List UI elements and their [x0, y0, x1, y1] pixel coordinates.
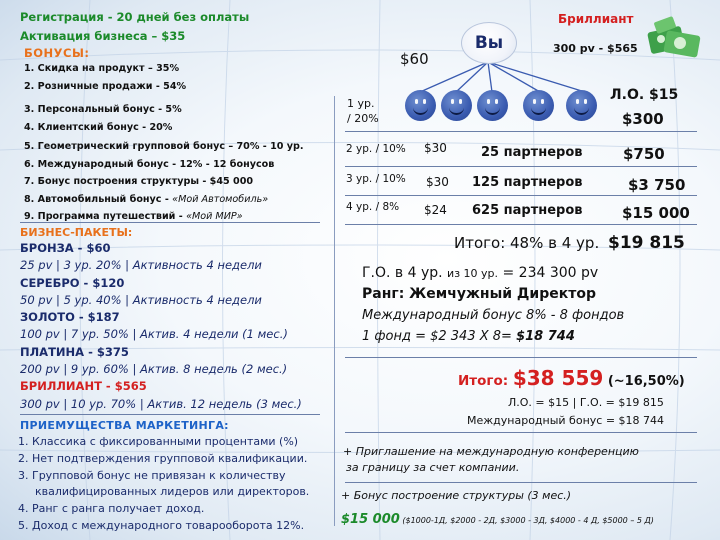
bonus-item: 2. Розничные продажи - 54%: [24, 80, 187, 92]
rank: Ранг: Жемчужный Директор: [362, 286, 596, 302]
divider: [345, 166, 697, 167]
advantage-item: 3. Групповой бонус не привязан к количеству: [18, 468, 286, 482]
total-intl: Международный бонус = $18 744: [467, 414, 665, 427]
total-line: Итого: $38 559 (~16,50%): [458, 366, 685, 390]
package-name-silver: СЕРЕБРО - $120: [20, 275, 125, 290]
row-level: 4 ур. / 8%: [346, 201, 400, 213]
bonus-item: 3. Персональный бонус - 5%: [24, 104, 182, 115]
structure-line: + Бонус построение структуры (3 мес.): [341, 489, 572, 502]
packages-list: [20, 240, 302, 413]
summary-text: Итого: 48% в 4 ур.: [454, 234, 600, 252]
package-details-silver: 50 pv | 5 ур. 40% | Активность 4 недели: [20, 292, 262, 307]
total-value: $38 559: [512, 366, 604, 390]
bonus-item: 5. Геометрический групповой бонус – 70% - 10 ур.: [24, 141, 304, 152]
advantages-list: [18, 434, 309, 535]
bonus-item: 1. Скидка на продукт – 35%: [24, 63, 180, 74]
total-breakdown: Л.О. = $15 | Г.О. = $19 815: [508, 396, 664, 409]
diamond-label: Бриллиант: [558, 12, 634, 26]
package-details-bronze: 25 pv | 3 ур. 20% | Активность 4 недели: [20, 258, 262, 273]
divider: [345, 357, 697, 358]
package-details-diamond: 300 pv | 10 ур. 70% | Актив. 12 недель (3 мес.): [20, 396, 302, 411]
tree-line: [488, 62, 540, 92]
level-1-total: $300: [622, 110, 664, 128]
row-total: $15 000: [622, 204, 690, 222]
divider: [345, 224, 697, 225]
advantage-item: 4. Ранг с ранга получает доход.: [18, 502, 205, 516]
row-partners: 125 партнеров: [472, 175, 583, 190]
tree-line: [420, 62, 488, 92]
divider: [345, 131, 697, 132]
bonus-item: 7. Бонус построения структуры - $45 000: [24, 176, 254, 187]
go-line: Г.О. в 4 ур. из 10 ур. = 234 300 pv: [362, 265, 599, 281]
intl-bonus: Международный бонус 8% - 8 фондов: [362, 308, 625, 323]
row-amount: $30: [426, 175, 449, 189]
column-divider: [334, 96, 335, 526]
divider: [345, 482, 697, 483]
partner-smiley-icon: [405, 90, 436, 121]
money-icon: [647, 15, 703, 59]
structure-value: $15 000: [341, 512, 400, 527]
diamond-pv: 300 pv - $565: [553, 42, 638, 55]
advantages-title: ПРИЕМУЩЕСТВА МАРКЕТИНГА:: [20, 419, 229, 432]
divider: [20, 414, 320, 415]
advantage-item: квалифицированных лидеров или директоров.: [35, 485, 310, 499]
partner-smiley-icon: [523, 90, 554, 121]
level-1-label: 1 ур.: [347, 97, 375, 110]
activation-line: Активация бизнеса – $35: [20, 29, 186, 43]
you-node: Вы: [461, 22, 517, 64]
structure-value-line: [341, 508, 654, 527]
row-total: $3 750: [628, 176, 686, 194]
package-name-platinum: ПЛАТИНА - $375: [20, 344, 129, 359]
bonuses-title: БОНУСЫ:: [24, 46, 90, 60]
invite-line: за границу за счет компании.: [346, 461, 520, 474]
package-name-bronze: БРОНЗА - $60: [20, 241, 111, 255]
lo-label: Л.О. $15: [610, 87, 679, 103]
tree-line: [456, 62, 488, 92]
row-amount: $30: [424, 141, 447, 155]
tree-line: [488, 62, 585, 92]
divider: [20, 222, 320, 223]
divider: [345, 432, 697, 433]
package-name-diamond: БРИЛЛИАНТ - $565: [20, 379, 147, 394]
level-1-percent: / 20%: [347, 112, 379, 125]
advantage-item: 2. Нет подтверждения групповой квалификации.: [18, 451, 308, 465]
entry-price: $60: [400, 50, 429, 68]
bonus-item: 6. Международный бонус - 12% - 12 бонусов: [24, 158, 275, 170]
bonus-item: 9. Программа путешествий - «Мой МИР»: [24, 211, 243, 222]
row-level: 3 ур. / 10%: [346, 173, 406, 185]
invite-block: [343, 444, 639, 476]
bonus-item: 8. Автомобильный бонус - «Мой Автомобиль»: [24, 193, 269, 205]
row-level: 2 ур. / 10%: [346, 143, 406, 155]
diagram-summary: [454, 233, 685, 253]
packages-title: БИЗНЕС-ПАКЕТЫ:: [20, 226, 133, 239]
package-name-gold: ЗОЛОТО - $187: [20, 310, 120, 325]
row-total: $750: [623, 145, 665, 163]
level-1: [347, 96, 379, 126]
partner-smiley-icon: [477, 90, 508, 121]
package-details-platinum: 200 pv | 9 ур. 60% | Актив. 8 недель (2 мес.): [20, 362, 288, 377]
advantage-item: 1. Классика с фиксированными процентами (%): [18, 435, 299, 448]
row-amount: $24: [424, 203, 447, 217]
registration-text: Регистрация - 20 дней без оплаты: [20, 10, 250, 24]
summary-value: $19 815: [608, 233, 685, 253]
go-block: [362, 263, 624, 347]
row-partners: 25 партнеров: [481, 145, 583, 160]
structure-details: ($1000-1Д, $2000 - 2Д, $3000 - 3Д, $4000 - 4 Д, $5000 – 5 Д): [399, 516, 654, 525]
row-partners: 625 партнеров: [472, 203, 583, 218]
partner-smiley-icon: [441, 90, 472, 121]
bonus-item: 4. Клиентский бонус - 20%: [24, 121, 173, 133]
partner-smiley-icon: [566, 90, 597, 121]
tree-line: [488, 62, 492, 92]
advantage-item: 5. Доход с международного товарооборота 12%.: [18, 518, 305, 532]
invite-line: + Приглашение на международную конференцию: [343, 445, 639, 458]
fund-line: 1 фонд = $2 343 Х 8= $18 744: [362, 329, 575, 344]
package-details-gold: 100 pv | 7 ур. 50% | Актив. 4 недели (1 мес.): [20, 327, 288, 342]
divider: [345, 195, 697, 196]
